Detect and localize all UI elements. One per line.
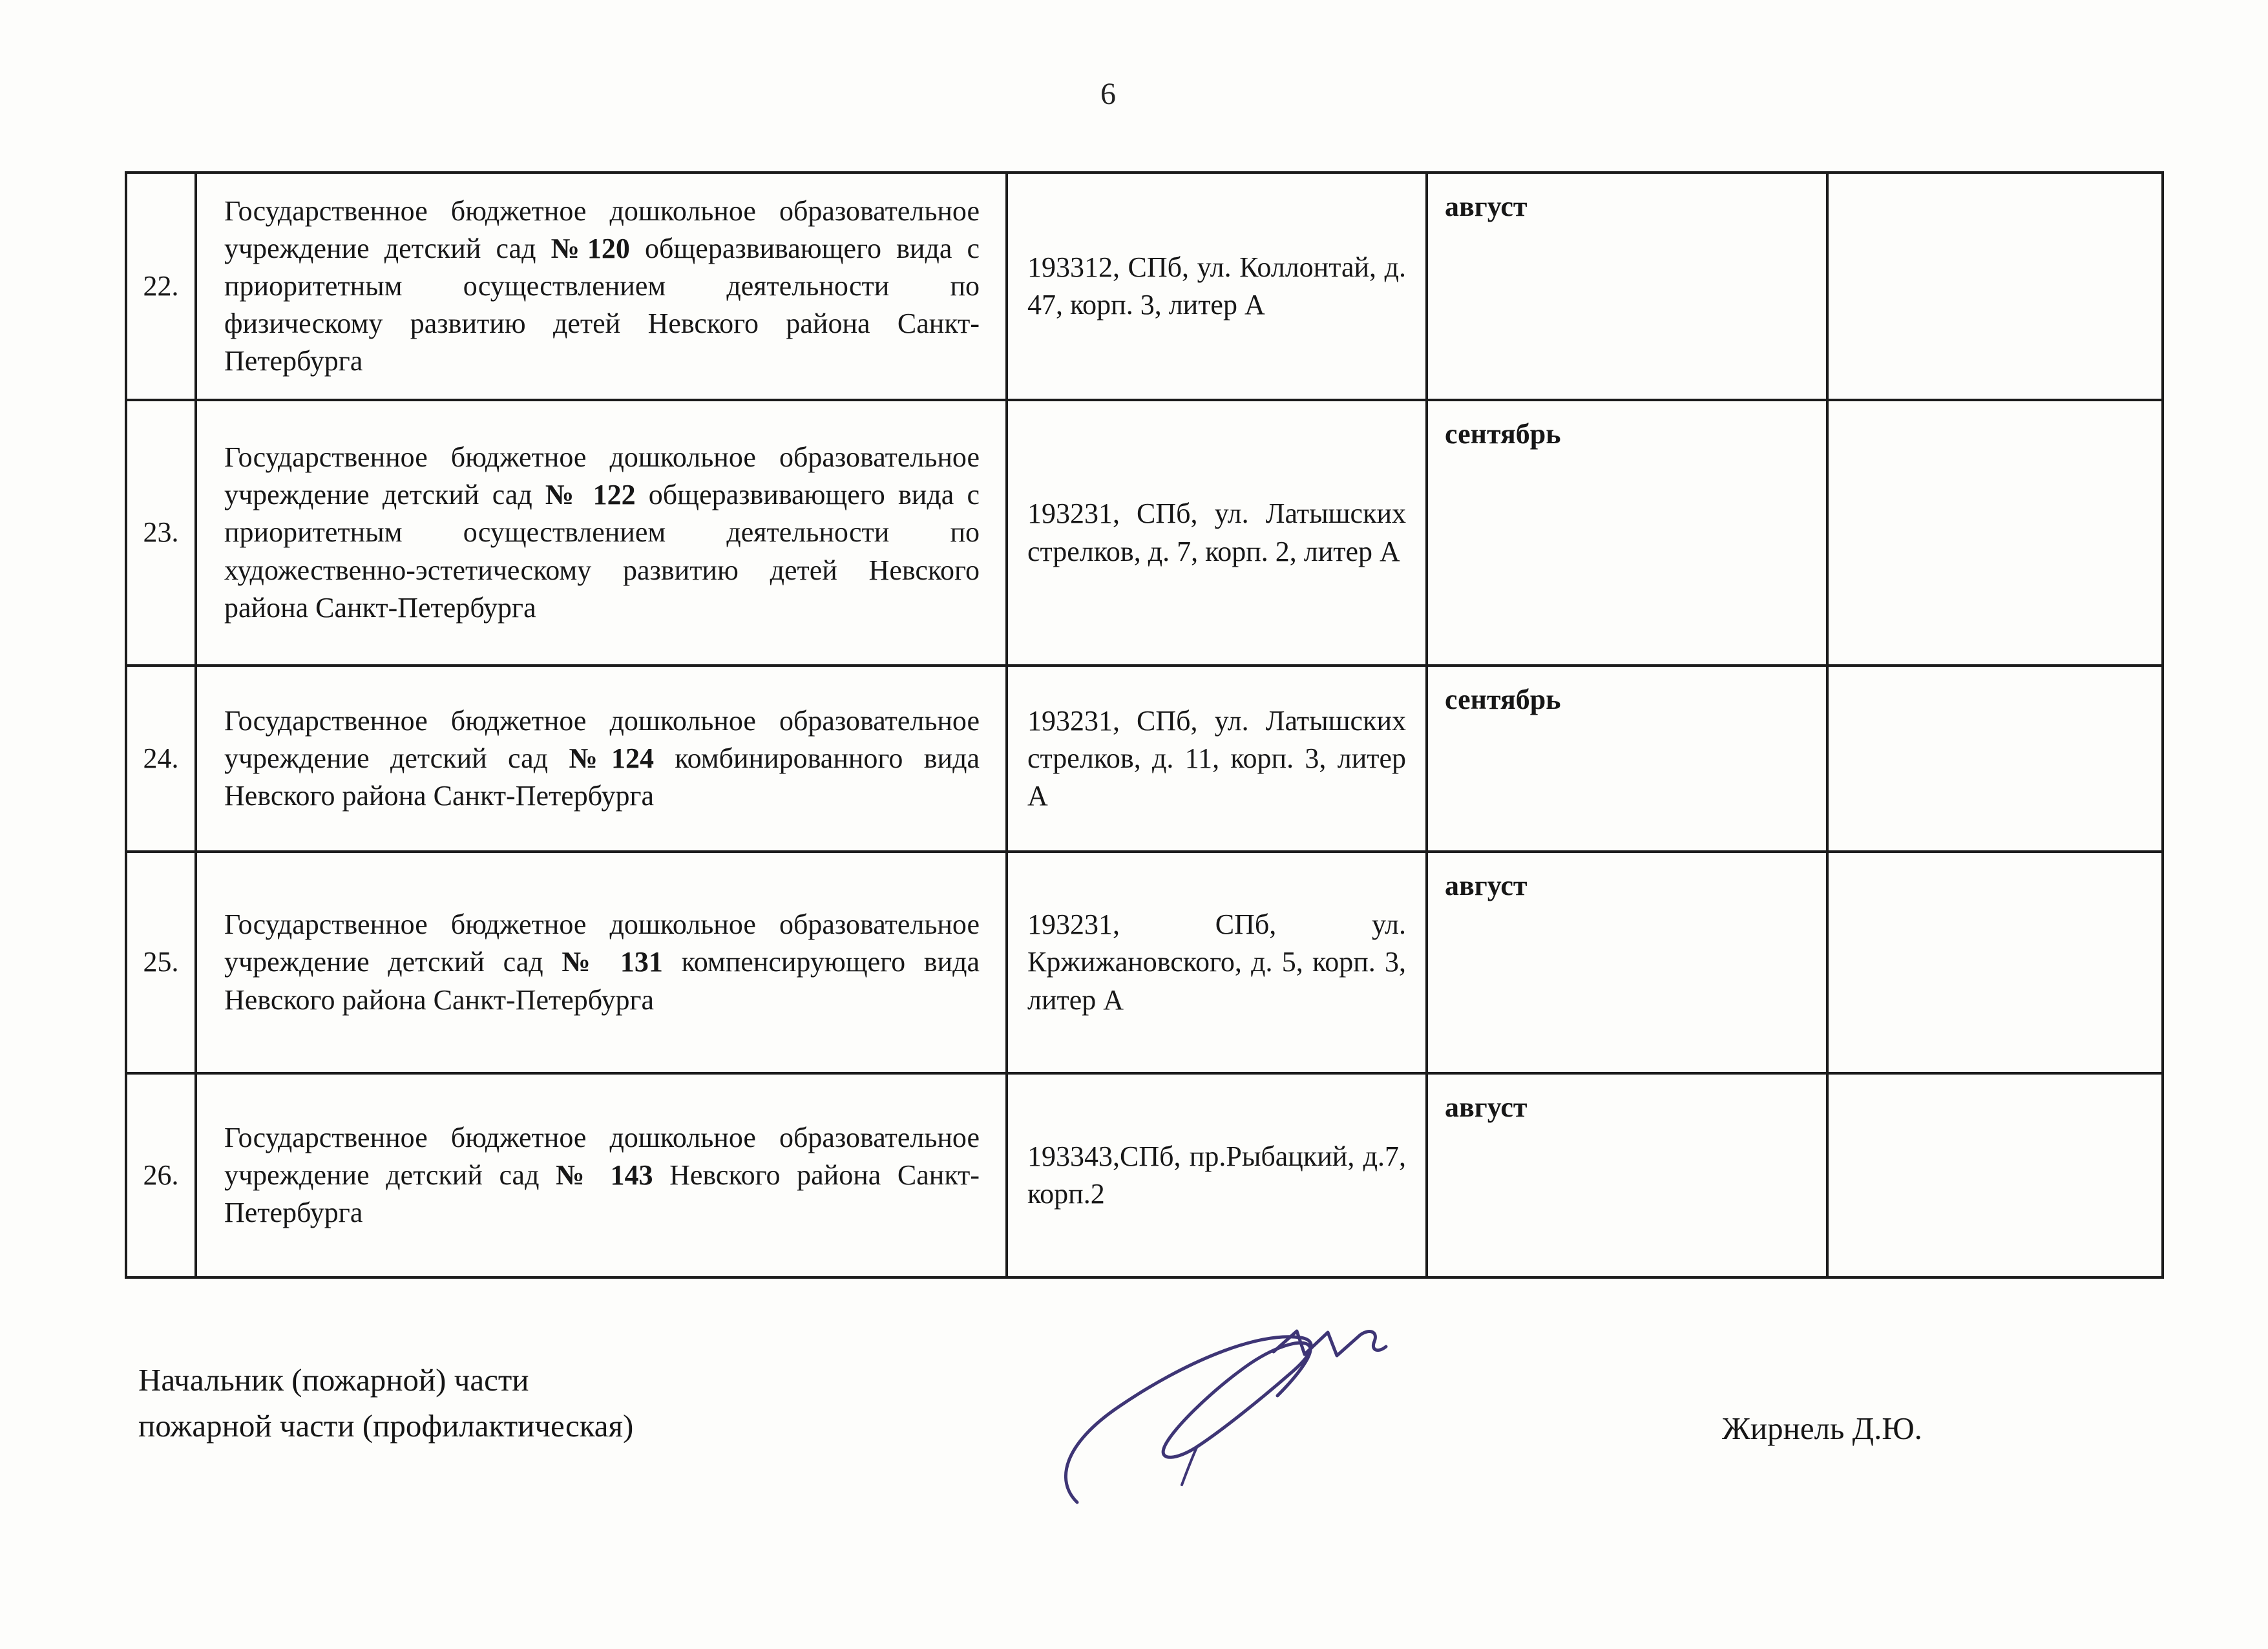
institution-name-cell xyxy=(196,1073,1007,1277)
note-cell xyxy=(1827,1073,2163,1277)
table-row xyxy=(126,173,2163,400)
address-cell xyxy=(1007,173,1427,400)
note-cell xyxy=(1827,666,2163,852)
month-cell: август xyxy=(1427,173,1827,400)
address-text: 193343,СПб, пр.Рыбацкий, д.7, корп.2 xyxy=(1027,1140,1406,1210)
note-cell xyxy=(1827,852,2163,1073)
address-text: 193231, СПб, ул. Латышских стрелков, д. 7, корп. 2, литер А xyxy=(1027,498,1406,567)
signature-stroke-loop xyxy=(1066,1337,1311,1502)
row-number: 25. xyxy=(126,852,196,1073)
institution-name: Государственное бюджетное дошкольное образовательное учреждение детский сад №124 комбинированного вида Невского района Санкт-Петербурга xyxy=(224,704,980,812)
signee-name: Жирнель Д.Ю. xyxy=(1722,1411,1922,1446)
row-number: 22. xyxy=(126,173,196,400)
institution-number: № 143 xyxy=(556,1159,653,1191)
institution-number: № 131 xyxy=(562,946,663,978)
handwritten-signature-icon xyxy=(1044,1312,1457,1525)
institution-name-cell xyxy=(196,400,1007,666)
institution-name: Государственное бюджетное дошкольное образовательное учреждение детский сад №120 общеразвивающего вида с приоритетным осуществлением деятельности по физическому развитию детей Невского района Санкт-Петербурга xyxy=(224,194,980,377)
row-number: 23. xyxy=(126,400,196,666)
page-number: 6 xyxy=(1100,77,1116,111)
row-number: 24. xyxy=(126,666,196,852)
address-text: 193231, СПб, ул. Кржижановского, д. 5, корп. 3, литер А xyxy=(1027,909,1406,1016)
month-cell: август xyxy=(1427,852,1827,1073)
note-cell xyxy=(1827,173,2163,400)
address-cell xyxy=(1007,1073,1427,1277)
institution-number: №120 xyxy=(551,232,630,264)
address-cell xyxy=(1007,666,1427,852)
address-text: 193231, СПб, ул. Латышских стрелков, д. 11, корп. 3, литер А xyxy=(1027,704,1406,812)
institution-name: Государственное бюджетное дошкольное образовательное учреждение детский сад № 143 Невского района Санкт-Петербурга xyxy=(224,1121,980,1229)
address-cell xyxy=(1007,400,1427,666)
signer-title-line2: пожарной части (профилактическая) xyxy=(138,1408,634,1444)
month-cell: сентябрь xyxy=(1427,666,1827,852)
table-row xyxy=(126,400,2163,666)
note-cell xyxy=(1827,400,2163,666)
institution-name: Государственное бюджетное дошкольное образовательное учреждение детский сад № 122 общеразвивающего вида с приоритетным осуществлением деятельности по художественно-эстетическому развитию детей Невского района Санкт-Петербурга xyxy=(224,441,980,624)
table-row xyxy=(126,852,2163,1073)
institution-name: Государственное бюджетное дошкольное образовательное учреждение детский сад № 131 компенсирующего вида Невского района Санкт-Петербурга xyxy=(224,909,980,1016)
month-cell: август xyxy=(1427,1073,1827,1277)
institution-number: №124 xyxy=(569,742,655,774)
signer-title-line1: Начальник (пожарной) части xyxy=(138,1362,529,1398)
table-row xyxy=(126,666,2163,852)
month-cell: сентябрь xyxy=(1427,400,1827,666)
address-text: 193312, СПб, ул. Коллонтай, д. 47, корп. 3, литер А xyxy=(1027,251,1406,320)
institution-name-cell xyxy=(196,852,1007,1073)
address-cell xyxy=(1007,852,1427,1073)
signer-title xyxy=(138,1357,633,1449)
institution-number: № 122 xyxy=(545,479,636,511)
row-number: 26. xyxy=(126,1073,196,1277)
institution-name-cell xyxy=(196,666,1007,852)
table-row xyxy=(126,1073,2163,1277)
schedule-table xyxy=(125,171,2164,1279)
institution-name-cell xyxy=(196,173,1007,400)
